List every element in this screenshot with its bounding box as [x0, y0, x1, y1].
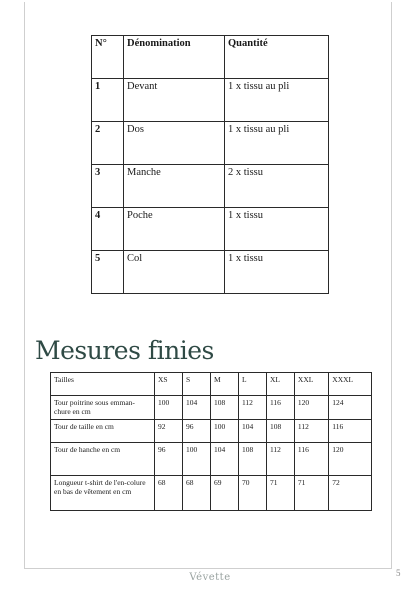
measure-value: 124 [329, 396, 372, 420]
header-size-m: M [210, 373, 238, 396]
header-sizes: Tailles [51, 373, 155, 396]
piece-name: Dos [124, 122, 225, 165]
header-size-s: S [182, 373, 210, 396]
header-denomination: Dénomination [124, 36, 225, 79]
measure-value: 120 [329, 442, 372, 475]
measure-value: 68 [155, 475, 183, 510]
measure-value: 116 [266, 396, 294, 420]
piece-quantity: 1 x tissu [225, 208, 329, 251]
piece-quantity: 1 x tissu [225, 251, 329, 294]
measure-value: 96 [155, 442, 183, 475]
measure-value: 112 [238, 396, 266, 420]
piece-quantity: 1 x tissu au pli [225, 122, 329, 165]
measure-value: 108 [210, 396, 238, 420]
table-row [51, 419, 372, 442]
section-title: Mesures finies [35, 336, 214, 365]
measure-value: 104 [238, 419, 266, 442]
table-row [51, 475, 372, 510]
header-size-l: L [238, 373, 266, 396]
measure-value: 112 [294, 419, 328, 442]
piece-quantity: 1 x tissu au pli [225, 79, 329, 122]
header-quantity: Quantité [225, 36, 329, 79]
header-number: N° [92, 36, 124, 79]
piece-quantity: 2 x tissu [225, 165, 329, 208]
measure-value: 100 [210, 419, 238, 442]
table-row [92, 79, 329, 122]
measure-label: Tour poitrine sous emman-chure en cm [51, 396, 155, 420]
table-header-row [92, 36, 329, 79]
measure-value: 69 [210, 475, 238, 510]
measure-value: 100 [155, 396, 183, 420]
measure-value: 100 [182, 442, 210, 475]
piece-name: Poche [124, 208, 225, 251]
table-header-row [51, 373, 372, 396]
table-row [92, 208, 329, 251]
piece-name: Manche [124, 165, 225, 208]
measure-label: Tour de hanche en cm [51, 442, 155, 475]
brand-logo: Vévette [189, 572, 231, 583]
measure-value: 120 [294, 396, 328, 420]
header-size-xl: XL [266, 373, 294, 396]
measure-value: 96 [182, 419, 210, 442]
piece-number: 5 [92, 251, 124, 294]
page-number: 5 [396, 568, 401, 578]
header-size-xs: XS [155, 373, 183, 396]
measure-value: 70 [238, 475, 266, 510]
measure-value: 71 [294, 475, 328, 510]
measure-label: Tour de taille en cm [51, 419, 155, 442]
header-size-xxl: XXL [294, 373, 328, 396]
measure-value: 108 [238, 442, 266, 475]
piece-name: Col [124, 251, 225, 294]
measure-value: 72 [329, 475, 372, 510]
measure-value: 71 [266, 475, 294, 510]
measure-value: 112 [266, 442, 294, 475]
piece-number: 4 [92, 208, 124, 251]
table-row [92, 251, 329, 294]
measure-label: Longueur t-shirt de l'en-colure en bas de vêtement en cm [51, 475, 155, 510]
measure-value: 104 [210, 442, 238, 475]
table-row [51, 442, 372, 475]
measure-value: 108 [266, 419, 294, 442]
piece-name: Devant [124, 79, 225, 122]
piece-number: 1 [92, 79, 124, 122]
measure-value: 68 [182, 475, 210, 510]
pattern-pieces-table [91, 35, 329, 294]
measure-value: 116 [294, 442, 328, 475]
piece-number: 2 [92, 122, 124, 165]
finished-measurements-table [50, 372, 372, 511]
measure-value: 104 [182, 396, 210, 420]
header-size-xxxl: XXXL [329, 373, 372, 396]
table-row [92, 122, 329, 165]
piece-number: 3 [92, 165, 124, 208]
measure-value: 92 [155, 419, 183, 442]
table-row [51, 396, 372, 420]
measure-value: 116 [329, 419, 372, 442]
table-row [92, 165, 329, 208]
